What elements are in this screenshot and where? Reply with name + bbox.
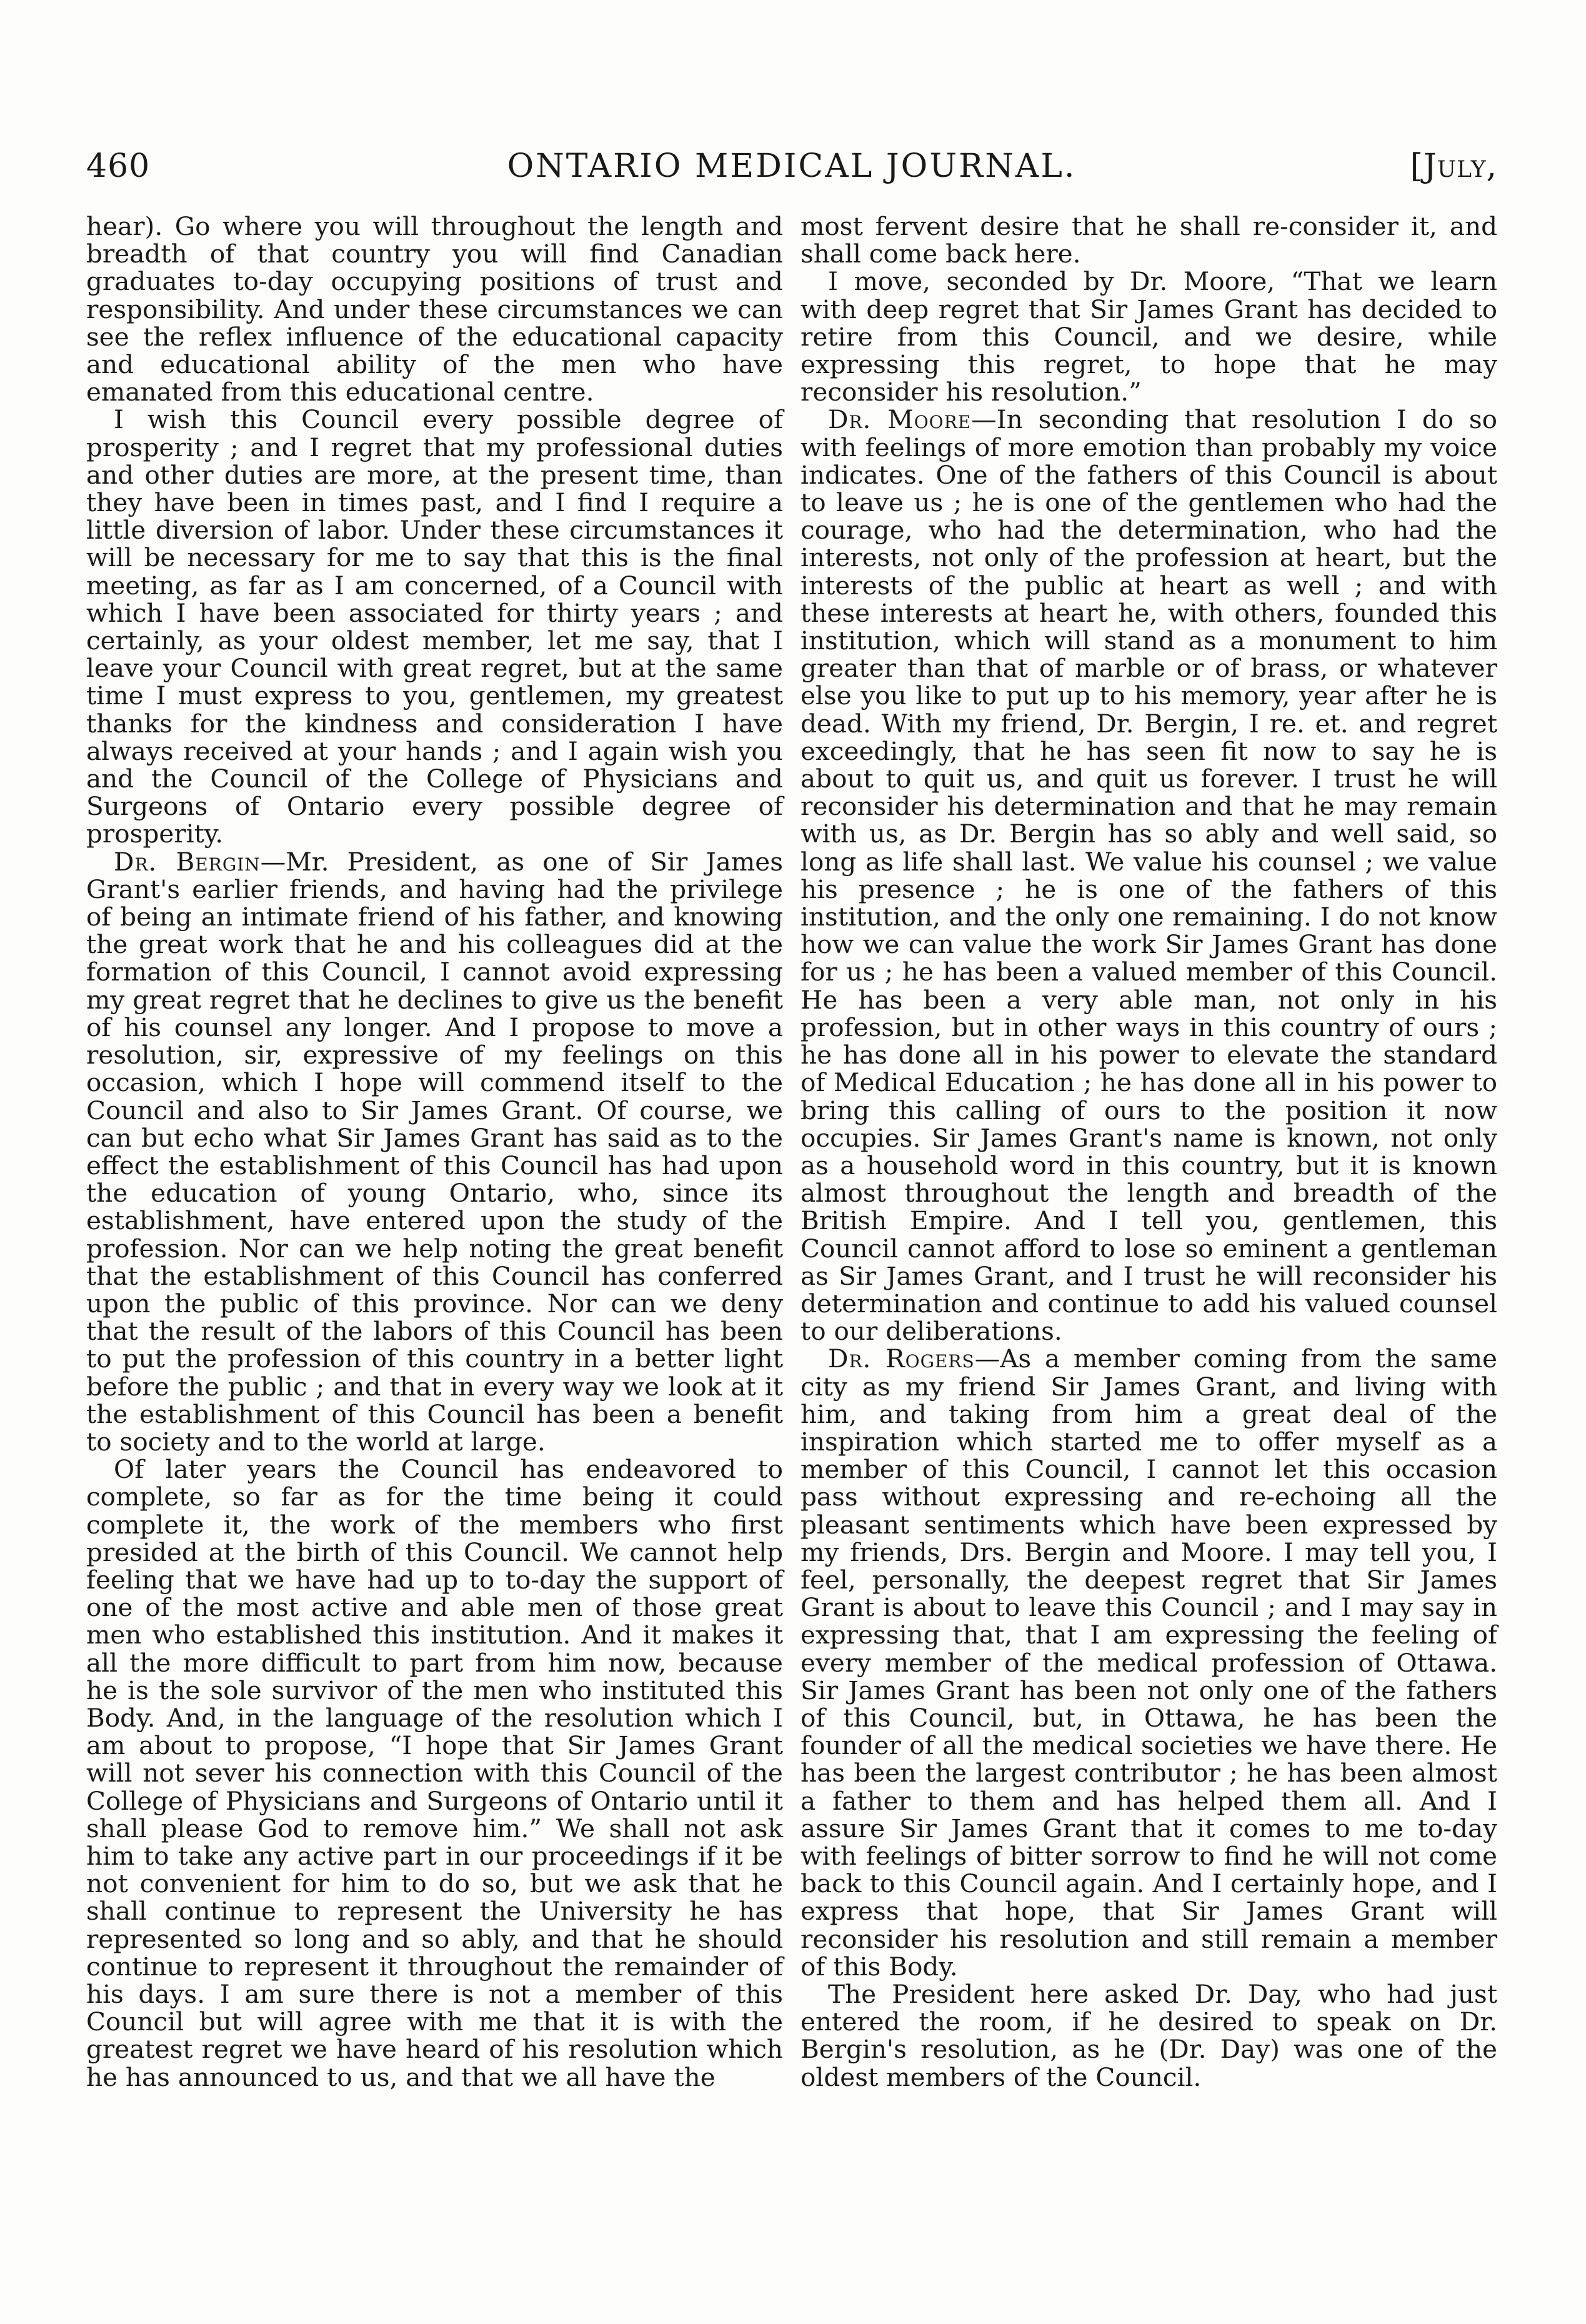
paragraph (800, 406, 1497, 1345)
right-column (800, 212, 1497, 2293)
paragraph (86, 212, 783, 406)
paragraph (800, 1980, 1497, 2091)
journal-title: ONTARIO MEDICAL JOURNAL. (507, 147, 1077, 185)
paragraph-text: I move, seconded by Dr. Moore, “That we learn with deep regret that Sir James Grant has decided to retire from this Council, and we desire, while expressing this regret, to hope that he may reconsider his resolution.” (800, 266, 1497, 407)
running-header (86, 147, 1497, 204)
paragraph (86, 1455, 783, 2091)
speaker-name: Dr. Moore (828, 404, 972, 435)
page-number: 460 (86, 147, 151, 185)
speaker-name: Dr. Bergin (114, 846, 261, 877)
paragraph (800, 267, 1497, 406)
paragraph-text: The President here asked Dr. Day, who had just entered the room, if he desired to speak on Dr. Bergin's resolution, as he (Dr. Day) was one of the oldest members of the Council. (800, 1979, 1497, 2092)
paragraph-text: —In seconding that resolution I do so with feelings of more emotion than probably my voice indicates. One of the fathers of this Council is about to leave us ; he is one of the gentlemen who had the courage, who had the determination, who had the interests, not only of the profession at heart, but the interests of the public at heart as well ; and with these interests at heart he, with others, founded this institution, which will stand as a monument to him greater than that of marble or of brass, or whatever else you like to put up to his memory, year after he is dead. With my friend, Dr. Bergin, I re. et. and regret exceedingly, that he has seen fit now to say he is about to quit us, and quit us forever. I trust he will reconsider his determination and that he may remain with us, as Dr. Bergin has so ably and well said, so long as life shall last. We value his counsel ; we value his presence ; he is one of the fathers of this institution, and the only one remaining. I do not know how we can value the work Sir James Grant has done for us ; he has been a valued member of this Council. He has been a very able man, not only in his profession, but in other ways in this country of ours ; he has done all in his power to elevate the standard of Medical Education ; he has done all in his power to bring this calling of ours to the position it now occupies. Sir James Grant's name is known, not only as a household word in this country, but it is known almost throughout the length and breadth of the British Empire. And I tell you, gentlemen, this Council cannot afford to lose so eminent a gentleman as Sir James Grant, and I trust he will reconsider his determination and continue to add his valued counsel to our deliberations. (800, 404, 1498, 1347)
left-column (86, 212, 783, 2293)
paragraph-text: I wish this Council every possible degree of prosperity ; and I regret that my professional duties and other duties are more, at the present time, than they have been in times past, and I find I require a little diversion of labor. Under these circumstances it will be necessary for me to say that this is the final meeting, as far as I am concerned, of a Council with which I have been associated for thirty years ; and certainly, as your oldest member, let me say, that I leave your Council with great regret, but at the same time I must express to you, gentlemen, my greatest thanks for the kindness and consideration I have always received at your hands ; and I again wish you and the Council of the College of Physicians and Surgeons of Ontario every possible degree of prosperity. (86, 404, 783, 849)
paragraph-text: Of later years the Council has endeavored to complete, so far as for the time being it could complete it, the work of the members who first presided at the birth of this Council. We cannot help feeling that we have had up to to-day the support of one of the most active and able men of those great men who established this institution. And it makes it all the more difficult to part from him now, because he is the sole survivor of the men who instituted this Body. And, in the language of the resolution which I am about to propose, “I hope that Sir James Grant will not sever his connection with this Council of the College of Physicians and Surgeons of Ontario until it shall please God to remove him.” We shall not ask him to take any active part in our proceedings if it be not convenient for him to do so, but we ask that he shall continue to represent the University he has represented so long and so ably, and that he should continue to represent it throughout the remainder of his days. I am sure there is not a member of this Council but will agree with me that it is with the greatest regret we have heard of his resolution which he has announced to us, and that we all have the (86, 1454, 783, 2092)
paragraph-text: —Mr. President, as one of Sir James Grant's earlier friends, and having had the privilege of being an intimate friend of his father, and knowing the great work that he and his colleagues did at the formation of this Council, I cannot avoid expressing my great regret that he declines to give us the benefit of his counsel any longer. And I propose to move a resolution, sir, expressive of my feelings on this occasion, which I hope will commend itself to the Council and also to Sir James Grant. Of course, we can but echo what Sir James Grant has said as to the effect the establishment of this Council has had upon the education of young Ontario, who, since its establishment, have entered upon the study of the profession. Nor can we help noting the great benefit that the establishment of this Council has conferred upon the public of this province. Nor can we deny that the result of the labors of this Council has been to put the profession of this country in a better light before the public ; and that in every way we look at it the establishment of this Council has been a benefit to society and to the world at large. (86, 846, 783, 1457)
speaker-name: Dr. Rogers (828, 1344, 975, 1374)
paragraph (86, 848, 783, 1455)
paragraph (800, 1345, 1497, 1980)
paragraph (86, 406, 783, 847)
issue-month: [July, (1410, 147, 1497, 185)
paragraph-text: —As a member coming from the same city as my friend Sir James Grant, and living with him, and taking from him a great deal of the inspiration which started me to offer myself as a member of this Council, I cannot let this occasion pass without expressing and re-echoing all the pleasant sentiments which have been expressed by my friends, Drs. Bergin and Moore. I may tell you, I feel, personally, the deepest regret that Sir James Grant is about to leave this Council ; and I may say in expressing that, that I am expressing the feeling of every member of the medical profession of Ottawa. Sir James Grant has been not only one of the fathers of this Council, but, in Ottawa, he has been the founder of all the medical societies we have there. He has been the largest contributor ; he has been almost a father to them and has helped them all. And I assure Sir James Grant that it comes to me to-day with feelings of bitter sorrow to find he will not come back to this Council again. And I certainly hope, and I express that hope, that Sir James Grant will reconsider his resolution and still remain a member of this Body. (800, 1344, 1497, 1982)
paragraph-text: most fervent desire that he shall re-consider it, and shall come back here. (800, 211, 1497, 269)
paragraph-text: hear). Go where you will throughout the length and breadth of that country you will find Canadian graduates to-day occupying positions of trust and responsibility. And under these circumstances we can see the reflex influence of the educational capacity and educational ability of the men who have emanated from this educational centre. (86, 211, 783, 407)
paragraph (800, 212, 1497, 267)
